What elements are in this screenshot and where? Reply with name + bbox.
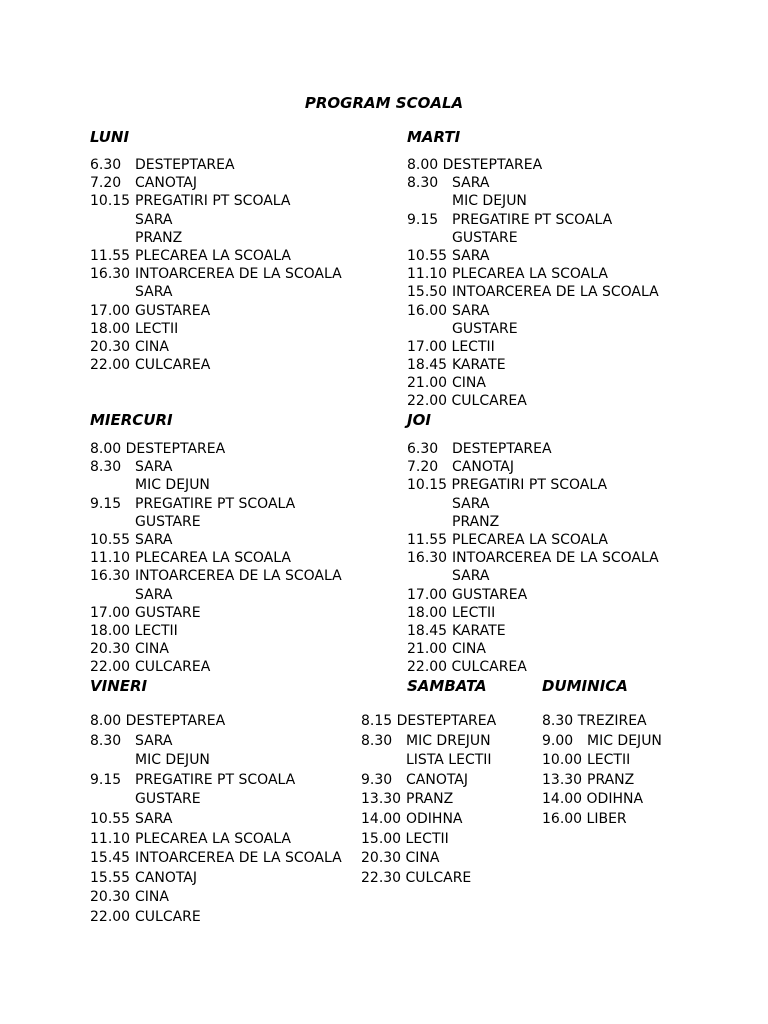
row-time: 16.30 bbox=[90, 568, 131, 585]
row-activity: MIC DREJUN bbox=[406, 732, 491, 749]
schedule-row bbox=[90, 356, 342, 374]
schedule-row bbox=[361, 732, 496, 752]
schedule-row bbox=[407, 374, 659, 392]
row-time: 17.00 bbox=[90, 604, 131, 621]
schedule-row bbox=[407, 392, 659, 410]
row-activity: CINA bbox=[135, 338, 169, 355]
row-activity: INTOARCEREA DE LA SCOALA bbox=[452, 550, 659, 567]
schedule-row bbox=[407, 476, 659, 494]
row-activity: INTOARCEREA DE LA SCOALA bbox=[452, 284, 659, 301]
schedule-row bbox=[90, 567, 342, 585]
schedule-row bbox=[361, 849, 496, 869]
schedule-row bbox=[407, 458, 659, 476]
schedule-row bbox=[90, 302, 342, 320]
row-activity: PREGATIRE PT SCOALA bbox=[452, 211, 613, 228]
row-time: 17.00 bbox=[407, 586, 448, 603]
schedule-row bbox=[90, 513, 342, 531]
schedule-vineri bbox=[90, 712, 342, 928]
day-heading-luni: LUNI bbox=[90, 128, 130, 146]
row-time: 20.30 bbox=[90, 641, 131, 658]
schedule-row bbox=[90, 888, 342, 908]
row-activity: PLECAREA LA SCOALA bbox=[135, 550, 291, 567]
row-text: 14.00 ODIHNA bbox=[542, 791, 644, 808]
row-time: 16.00 bbox=[407, 302, 448, 319]
schedule-row bbox=[542, 712, 662, 732]
row-activity: KARATE bbox=[452, 357, 506, 374]
row-activity: CANOTAJ bbox=[406, 771, 469, 788]
schedule-row bbox=[407, 338, 659, 356]
schedule-row bbox=[90, 712, 342, 732]
schedule-row bbox=[407, 640, 659, 658]
row-activity: LECTII bbox=[587, 752, 631, 769]
schedule-row bbox=[542, 732, 662, 752]
row-activity: LECTII bbox=[452, 604, 496, 621]
schedule-row bbox=[407, 549, 659, 567]
schedule-row bbox=[90, 869, 342, 889]
schedule-row bbox=[90, 790, 342, 810]
schedule-row bbox=[361, 712, 496, 732]
row-activity: GUSTARE bbox=[452, 229, 518, 246]
schedule-row bbox=[90, 440, 342, 458]
schedule-row bbox=[90, 640, 342, 658]
row-activity: LISTA LECTII bbox=[406, 752, 492, 769]
row-activity: PREGATIRE PT SCOALA bbox=[135, 495, 296, 512]
schedule-row bbox=[407, 622, 659, 640]
row-time: 14.00 bbox=[361, 810, 402, 827]
schedule-row bbox=[407, 320, 659, 338]
row-time: 18.45 bbox=[407, 357, 448, 374]
schedule-row bbox=[407, 229, 659, 247]
schedule-row bbox=[407, 356, 659, 374]
row-text: 20.30 CINA bbox=[361, 850, 440, 867]
row-activity: CULCARE bbox=[135, 908, 201, 925]
row-text: 17.00 LECTII bbox=[407, 338, 495, 355]
schedule-row bbox=[90, 156, 342, 174]
row-activity: MIC DEJUN bbox=[135, 752, 210, 769]
row-text: 16.00 LIBER bbox=[542, 810, 627, 827]
row-time: 16.30 bbox=[407, 550, 448, 567]
row-activity: CINA bbox=[452, 641, 486, 658]
row-activity: SARA bbox=[452, 568, 490, 585]
row-activity: SARA bbox=[452, 302, 490, 319]
schedule-row bbox=[90, 283, 342, 301]
schedule-row bbox=[407, 658, 659, 676]
schedule-row bbox=[361, 830, 496, 850]
row-time: 6.30 bbox=[407, 441, 439, 457]
schedule-row bbox=[542, 790, 662, 810]
schedule-row bbox=[90, 265, 342, 283]
schedule-row bbox=[407, 513, 659, 531]
schedule-row bbox=[361, 771, 496, 791]
schedule-row bbox=[90, 192, 342, 210]
row-activity: PREGATIRI PT SCOALA bbox=[135, 193, 291, 210]
row-time: 8.30 bbox=[407, 175, 439, 192]
row-time: 22.00 bbox=[90, 659, 131, 676]
row-activity: SARA bbox=[135, 284, 173, 301]
row-time: 10.55 bbox=[407, 247, 448, 264]
row-time: 10.55 bbox=[90, 810, 131, 827]
schedule-row bbox=[90, 604, 342, 622]
row-time: 11.10 bbox=[407, 266, 448, 283]
schedule-row bbox=[407, 567, 659, 585]
row-time: 7.20 bbox=[407, 459, 439, 476]
row-time: 20.30 bbox=[90, 338, 131, 355]
row-activity: SARA bbox=[135, 732, 173, 749]
row-activity: CINA bbox=[135, 641, 169, 658]
row-activity: MIC DEJUN bbox=[587, 732, 662, 749]
day-heading-vineri: VINERI bbox=[90, 677, 148, 695]
row-activity: DESTEPTAREA bbox=[452, 441, 552, 457]
row-activity: PLECAREA LA SCOALA bbox=[452, 531, 608, 548]
row-text: 15.00 LECTII bbox=[361, 830, 449, 847]
day-heading-joi: JOI bbox=[407, 411, 431, 429]
row-activity: CULCAREA bbox=[135, 659, 211, 676]
schedule-row bbox=[90, 229, 342, 247]
schedule-row bbox=[90, 810, 342, 830]
row-activity: PRANZ bbox=[135, 229, 183, 246]
row-activity: CANOTAJ bbox=[452, 459, 515, 476]
row-activity: DESTEPTAREA bbox=[135, 157, 235, 173]
schedule-row bbox=[90, 549, 342, 567]
schedule-row bbox=[361, 869, 496, 889]
schedule-row bbox=[90, 622, 342, 640]
row-activity: INTOARCEREA DE LA SCOALA bbox=[135, 850, 342, 867]
row-activity: CINA bbox=[135, 889, 169, 906]
row-text: 8.00 DESTEPTAREA bbox=[407, 157, 543, 173]
schedule-row bbox=[407, 586, 659, 604]
row-time: 16.30 bbox=[90, 266, 131, 283]
schedule-row bbox=[407, 495, 659, 513]
row-time: 20.30 bbox=[90, 889, 131, 906]
row-time: 22.00 bbox=[90, 357, 131, 374]
row-activity: CANOTAJ bbox=[135, 175, 198, 192]
schedule-row bbox=[407, 247, 659, 265]
row-text: 8.15 DESTEPTAREA bbox=[361, 713, 497, 729]
schedule-row bbox=[90, 458, 342, 476]
row-time: 13.30 bbox=[361, 791, 402, 808]
schedule-row bbox=[407, 440, 659, 458]
row-time: 18.45 bbox=[407, 622, 448, 639]
row-time: 15.45 bbox=[90, 850, 131, 867]
day-heading-duminica: DUMINICA bbox=[542, 677, 628, 695]
row-text: 22.00 CULCAREA bbox=[407, 393, 527, 410]
schedule-row bbox=[90, 732, 342, 752]
row-time: 11.10 bbox=[90, 830, 131, 847]
schedule-row bbox=[407, 192, 659, 210]
row-activity: GUSTAREA bbox=[452, 586, 528, 603]
page-title: PROGRAM SCOALA bbox=[304, 94, 464, 112]
row-activity: KARATE bbox=[452, 622, 506, 639]
day-heading-sambata: SAMBATA bbox=[407, 677, 487, 695]
row-time: 18.00 bbox=[407, 604, 448, 621]
row-activity: SARA bbox=[135, 586, 173, 603]
row-time: 8.30 bbox=[361, 732, 393, 749]
row-time: 21.00 bbox=[407, 375, 448, 392]
schedule-joi bbox=[407, 440, 659, 676]
schedule-row bbox=[407, 302, 659, 320]
schedule-row bbox=[90, 586, 342, 604]
row-text: 18.00 LECTII bbox=[90, 622, 178, 639]
row-time: 17.00 bbox=[90, 302, 131, 319]
schedule-row bbox=[90, 338, 342, 356]
day-heading-marti: MARTI bbox=[407, 128, 461, 146]
row-time: 13.30 bbox=[542, 771, 583, 788]
schedule-miercuri bbox=[90, 440, 342, 676]
row-activity: SARA bbox=[135, 211, 173, 228]
schedule-row bbox=[407, 265, 659, 283]
row-text: 8.00 DESTEPTAREA bbox=[90, 441, 226, 457]
row-activity: PREGATIRE PT SCOALA bbox=[135, 771, 296, 788]
row-text: 22.00 CULCAREA bbox=[407, 659, 527, 676]
row-activity: PRANZ bbox=[406, 791, 454, 808]
row-time: 8.30 bbox=[90, 459, 122, 476]
row-text: 8.30 TREZIREA bbox=[542, 713, 647, 729]
schedule-row bbox=[90, 830, 342, 850]
row-time: 9.15 bbox=[90, 495, 122, 512]
schedule-row bbox=[90, 495, 342, 513]
row-text: 22.30 CULCARE bbox=[361, 869, 472, 886]
schedule-row bbox=[542, 751, 662, 771]
schedule-row bbox=[542, 771, 662, 791]
row-activity: INTOARCEREA DE LA SCOALA bbox=[135, 568, 342, 585]
row-time: 9.30 bbox=[361, 771, 393, 788]
row-time: 9.15 bbox=[90, 771, 122, 788]
schedule-row bbox=[90, 320, 342, 338]
row-activity: GUSTARE bbox=[135, 791, 201, 808]
schedule-row bbox=[361, 810, 496, 830]
row-activity: MIC DEJUN bbox=[452, 193, 527, 210]
row-activity: GUSTAREA bbox=[135, 302, 211, 319]
schedule-row bbox=[407, 174, 659, 192]
schedule-row bbox=[407, 283, 659, 301]
row-activity: GUSTARE bbox=[135, 604, 201, 621]
schedule-row bbox=[361, 790, 496, 810]
schedule-row bbox=[90, 908, 342, 928]
schedule-row bbox=[90, 658, 342, 676]
schedule-row bbox=[407, 211, 659, 229]
row-activity: SARA bbox=[452, 247, 490, 264]
row-time: 15.50 bbox=[407, 284, 448, 301]
row-activity: PRANZ bbox=[587, 771, 635, 788]
schedule-row bbox=[407, 604, 659, 622]
row-activity: SARA bbox=[452, 175, 490, 192]
row-time: 11.55 bbox=[90, 247, 131, 264]
schedule-row bbox=[542, 810, 662, 830]
row-activity: MIC DEJUN bbox=[135, 477, 210, 494]
row-activity: CANOTAJ bbox=[135, 869, 198, 886]
day-heading-miercuri: MIERCURI bbox=[90, 411, 173, 429]
row-activity: CINA bbox=[452, 375, 486, 392]
row-time: 10.15 bbox=[90, 193, 131, 210]
row-time: 21.00 bbox=[407, 641, 448, 658]
schedule-row bbox=[90, 771, 342, 791]
row-time: 9.00 bbox=[542, 732, 574, 749]
row-time: 9.15 bbox=[407, 211, 439, 228]
row-activity: SARA bbox=[135, 531, 173, 548]
row-activity: PRANZ bbox=[452, 513, 500, 530]
row-activity: PLECAREA LA SCOALA bbox=[452, 266, 608, 283]
row-time: 11.10 bbox=[90, 550, 131, 567]
schedule-row bbox=[361, 751, 496, 771]
row-activity: SARA bbox=[135, 459, 173, 476]
row-time: 11.55 bbox=[407, 531, 448, 548]
schedule-row bbox=[90, 476, 342, 494]
schedule-row bbox=[90, 849, 342, 869]
row-time: 7.20 bbox=[90, 175, 122, 192]
schedule-duminica bbox=[542, 712, 662, 830]
row-time: 18.00 bbox=[90, 320, 131, 337]
row-time: 22.00 bbox=[90, 908, 131, 925]
row-activity: SARA bbox=[135, 810, 173, 827]
row-activity: SARA bbox=[452, 495, 490, 512]
row-activity: LECTII bbox=[135, 320, 179, 337]
schedule-row bbox=[90, 751, 342, 771]
row-activity: PLECAREA LA SCOALA bbox=[135, 247, 291, 264]
schedule-row bbox=[90, 211, 342, 229]
row-activity: GUSTARE bbox=[452, 320, 518, 337]
schedule-row bbox=[90, 531, 342, 549]
row-text: 8.00 DESTEPTAREA bbox=[90, 713, 226, 729]
row-activity: GUSTARE bbox=[135, 513, 201, 530]
schedule-marti bbox=[407, 156, 659, 411]
schedule-row bbox=[90, 247, 342, 265]
row-time: 10.00 bbox=[542, 752, 583, 769]
row-text: 10.15 PREGATIRI PT SCOALA bbox=[407, 477, 608, 494]
schedule-row bbox=[407, 156, 659, 174]
schedule-luni bbox=[90, 156, 342, 374]
row-activity: CULCAREA bbox=[135, 357, 211, 374]
row-time: 6.30 bbox=[90, 157, 122, 173]
row-activity: INTOARCEREA DE LA SCOALA bbox=[135, 266, 342, 283]
schedule-row bbox=[90, 174, 342, 192]
row-time: 8.30 bbox=[90, 732, 122, 749]
schedule-row bbox=[407, 531, 659, 549]
row-activity: PLECAREA LA SCOALA bbox=[135, 830, 291, 847]
row-time: 10.55 bbox=[90, 531, 131, 548]
row-activity: ODIHNA bbox=[406, 810, 463, 827]
schedule-sambata bbox=[361, 712, 496, 888]
row-time: 15.55 bbox=[90, 869, 131, 886]
